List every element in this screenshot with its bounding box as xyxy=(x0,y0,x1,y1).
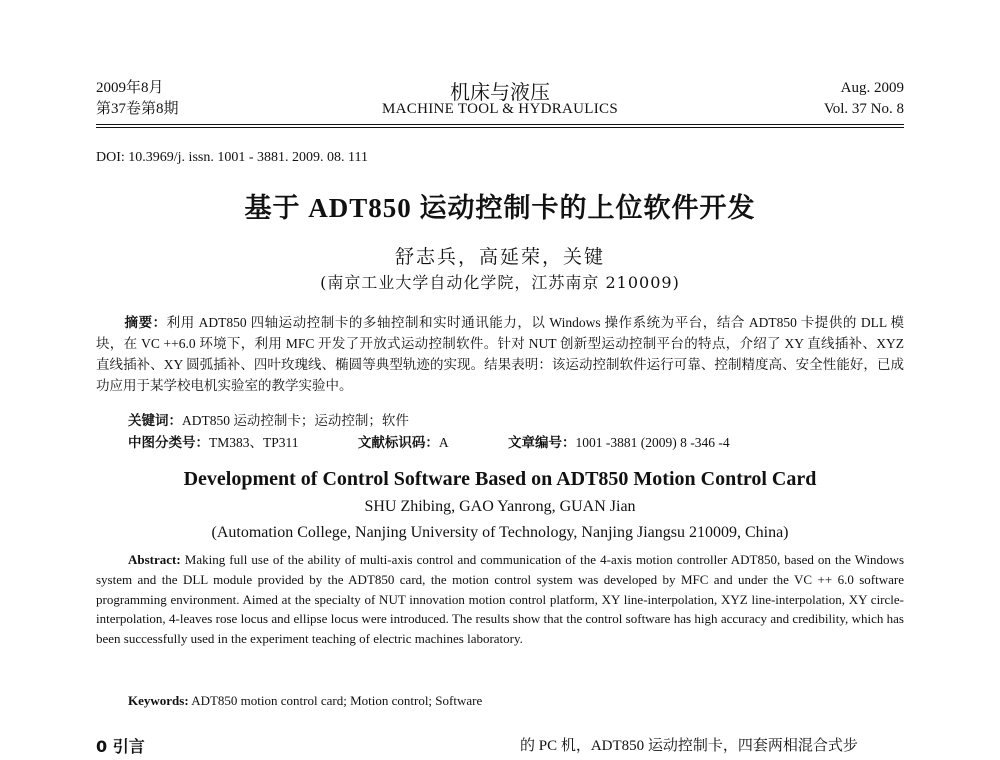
title-en: Development of Control Software Based on ADT850 Motion Control Card xyxy=(183,468,817,490)
keywords-en xyxy=(128,693,482,709)
keywords-cn-label: 关键词： xyxy=(128,413,182,428)
intro-heading: 0 引言 xyxy=(96,737,145,756)
document-code: 文献标识码：A xyxy=(357,435,449,450)
keywords-en-label: Keywords: xyxy=(128,693,189,708)
header-rule-top xyxy=(96,124,904,125)
header-date-cn: 2009年8月 xyxy=(96,80,164,96)
abstract-en xyxy=(96,550,904,649)
abstract-en-text: Making full use of the ability of multi-axis control and communication of the 4-axis motion controller ADT850, based on the Windows system and the DLL module provided by the ADT850 card, the motion control system was developed by MFC and under the VC ++ 6.0 software programming environment. Aimed at the specialty of NUT innovation motion control platform, XY line-interpolation, XYZ line-interpolation, XY circle- interpolation, 4-leaves rose locus and ellipse locus were introduced. The results show that the control software has high accuracy and credibility, which has been successfully used in the experiment teaching of electric machines laboratory. xyxy=(96,552,905,647)
abstract-cn xyxy=(96,312,904,396)
affiliation-cn: (南京工业大学自动化学院，江苏南京 210009) xyxy=(320,273,680,292)
authors-cn: 舒志兵，高延荣，关键 xyxy=(394,246,605,268)
clc-number: 中图分类号：TM383、TP311 xyxy=(128,435,299,450)
keywords-cn-text: ADT850 运动控制卡；运动控制；软件 xyxy=(182,413,409,428)
header-date-en: Aug. 2009 xyxy=(840,80,904,96)
abstract-cn-label: 摘要： xyxy=(124,315,167,330)
abstract-cn-text: 利用 ADT850 四轴运动控制卡的多轴控制和实时通讯能力，以 Windows 操作系统为平台，结合 ADT850 卡提供的 DLL 模块，在 VC ++6.0 环境下，利用 MFC 开发了开放式运动控制软件。针对 NUT 创新型运动控制平台的特点，介绍了 XY 直线插补、XYZ 直线插补、XY 圆弧插补、四叶玫瑰线、椭圆等典型轨迹的实现。结果表明：该运动控制软件运行可靠、控制精度高、安全性能好，已成功应用于某学校电机实验室的教学实验中。 xyxy=(96,315,905,393)
keywords-cn xyxy=(128,409,409,429)
article-number: 文章编号：1001 -3881 (2009) 8 -346 -4 xyxy=(508,435,730,450)
header-issue-cn: 第37卷第8期 xyxy=(96,101,179,117)
keywords-en-text: ADT850 motion control card; Motion control; Software xyxy=(191,693,483,708)
doi: DOI: 10.3969/j. issn. 1001 - 3881. 2009. 08. 111 xyxy=(96,150,368,165)
journal-title-cn: 机床与液压 xyxy=(450,82,550,104)
intro-column2-text: 的 PC 机，ADT850 运动控制卡，四套两相混合式步 xyxy=(520,738,858,754)
journal-title-en: MACHINE TOOL & HYDRAULICS xyxy=(382,101,618,117)
classification-line xyxy=(128,431,786,451)
affiliation-en: (Automation College, Nanjing University of Technology, Nanjing Jiangsu 210009, China) xyxy=(211,524,789,541)
header-issue-en: Vol. 37 No. 8 xyxy=(823,101,904,117)
authors-en: SHU Zhibing, GAO Yanrong, GUAN Jian xyxy=(364,498,636,515)
abstract-en-label: Abstract: xyxy=(128,552,181,567)
title-cn: 基于 ADT850 运动控制卡的上位软件开发 xyxy=(244,193,756,223)
header-rule-bottom xyxy=(96,127,904,128)
